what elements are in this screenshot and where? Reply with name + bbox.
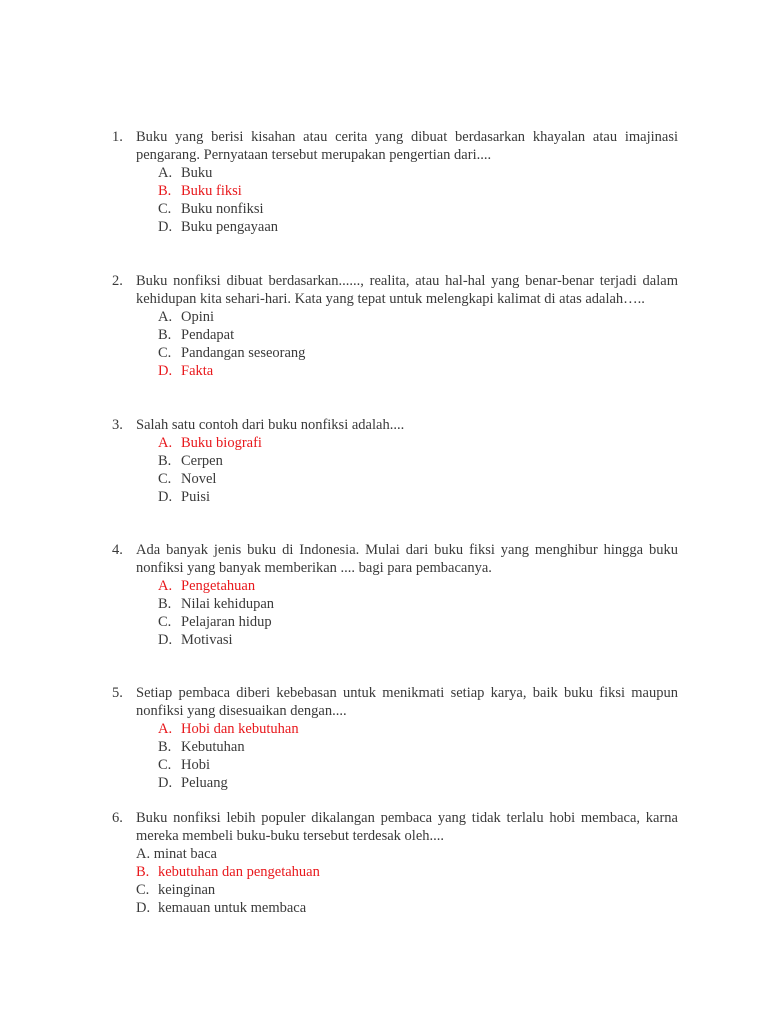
option-text: Cerpen bbox=[181, 453, 223, 469]
option-b bbox=[112, 738, 678, 756]
question-text: Salah satu contoh dari buku nonfiksi adalah.... bbox=[136, 417, 405, 433]
option-text: Peluang bbox=[181, 775, 228, 791]
option-letter: B. bbox=[158, 327, 172, 343]
question-5 bbox=[112, 684, 678, 792]
question-number: 4. bbox=[112, 542, 123, 558]
question-text: Buku nonfiksi dibuat berdasarkan......, realita, atau hal-hal yang benar-benar terjadi dalam kehidupan kita sehari-hari. Kata yang tepat untuk melengkapi kalimat di atas adalah….. bbox=[136, 273, 678, 307]
option-letter: C. bbox=[158, 471, 172, 487]
option-text: minat baca bbox=[153, 846, 217, 862]
option-list bbox=[112, 308, 678, 380]
option-text: Hobi dan kebutuhan bbox=[181, 721, 299, 737]
option-list bbox=[112, 845, 678, 917]
option-letter: A. bbox=[158, 165, 173, 181]
option-text: Buku biografi bbox=[181, 435, 262, 451]
option-d bbox=[112, 631, 678, 649]
option-a-correct bbox=[112, 720, 678, 738]
option-letter: C. bbox=[158, 345, 172, 361]
option-c bbox=[112, 756, 678, 774]
option-c bbox=[112, 200, 678, 218]
option-a bbox=[112, 164, 678, 182]
option-letter: D. bbox=[158, 219, 173, 235]
option-list bbox=[112, 434, 678, 506]
question-number: 2. bbox=[112, 273, 123, 289]
question-text: Buku nonfiksi lebih populer dikalangan pembaca yang tidak terlalu hobi membaca, karna mereka membeli buku-buku tersebut terdesak oleh.... bbox=[136, 810, 678, 844]
option-letter: D. bbox=[158, 775, 173, 791]
option-letter: B. bbox=[158, 183, 172, 199]
option-d bbox=[112, 488, 678, 506]
option-b bbox=[112, 595, 678, 613]
option-list bbox=[112, 577, 678, 649]
question-stem bbox=[112, 684, 678, 720]
option-c bbox=[112, 344, 678, 362]
option-text: Buku fiksi bbox=[181, 183, 242, 199]
option-a bbox=[112, 845, 678, 863]
option-letter: B. bbox=[158, 739, 172, 755]
question-number: 6. bbox=[112, 810, 123, 826]
option-text: kebutuhan dan pengetahuan bbox=[158, 864, 320, 880]
option-b bbox=[112, 326, 678, 344]
option-letter: D. bbox=[158, 363, 173, 379]
option-text: Fakta bbox=[181, 363, 214, 379]
option-letter: C. bbox=[158, 757, 172, 773]
question-number: 5. bbox=[112, 685, 123, 701]
question-stem bbox=[112, 272, 678, 308]
option-letter: A. bbox=[158, 309, 173, 325]
option-a-correct bbox=[112, 434, 678, 452]
question-stem bbox=[112, 541, 678, 577]
option-a bbox=[112, 308, 678, 326]
question-number: 1. bbox=[112, 129, 123, 145]
option-text: Motivasi bbox=[181, 632, 233, 648]
question-2 bbox=[112, 272, 678, 380]
question-text: Setiap pembaca diberi kebebasan untuk menikmati setiap karya, baik buku fiksi maupun nonfiksi yang disesuaikan dengan.... bbox=[136, 685, 678, 719]
question-3 bbox=[112, 416, 678, 506]
option-b bbox=[112, 452, 678, 470]
question-number: 3. bbox=[112, 417, 123, 433]
option-letter: C. bbox=[158, 201, 172, 217]
option-text: Pendapat bbox=[181, 327, 235, 343]
option-text: Puisi bbox=[181, 489, 211, 505]
option-c bbox=[112, 881, 678, 899]
option-text: Pengetahuan bbox=[181, 578, 256, 594]
option-letter: D. bbox=[158, 632, 173, 648]
option-text: Kebutuhan bbox=[181, 739, 245, 755]
option-text: Buku nonfiksi bbox=[181, 201, 264, 217]
option-a-correct bbox=[112, 577, 678, 595]
question-6 bbox=[112, 809, 678, 917]
option-text: Nilai kehidupan bbox=[181, 596, 275, 612]
option-d bbox=[112, 774, 678, 792]
option-letter: D. bbox=[158, 489, 173, 505]
option-c bbox=[112, 613, 678, 631]
option-letter: A. bbox=[136, 846, 151, 862]
option-letter: B. bbox=[158, 596, 172, 612]
option-letter: A. bbox=[158, 578, 173, 594]
option-list bbox=[112, 164, 678, 236]
option-letter: B. bbox=[158, 453, 172, 469]
option-text: Hobi bbox=[181, 757, 210, 773]
option-letter: A. bbox=[158, 435, 173, 451]
option-letter: C. bbox=[158, 614, 172, 630]
option-text: Novel bbox=[181, 471, 217, 487]
question-stem bbox=[112, 128, 678, 164]
question-stem bbox=[112, 416, 678, 434]
option-c bbox=[112, 470, 678, 488]
option-text: kemauan untuk membaca bbox=[158, 900, 307, 916]
option-d bbox=[112, 899, 678, 917]
option-letter: B. bbox=[136, 864, 150, 880]
question-stem bbox=[112, 809, 678, 845]
option-text: keinginan bbox=[158, 882, 216, 898]
option-text: Pelajaran hidup bbox=[181, 614, 272, 630]
option-d-correct bbox=[112, 362, 678, 380]
option-text: Pandangan seseorang bbox=[181, 345, 306, 361]
option-d bbox=[112, 218, 678, 236]
option-b-correct bbox=[112, 863, 678, 881]
question-1 bbox=[112, 128, 678, 236]
question-text: Ada banyak jenis buku di Indonesia. Mulai dari buku fiksi yang menghibur hingga buku nonfiksi yang banyak memberikan .... bagi para pembacanya. bbox=[136, 542, 678, 576]
question-text: Buku yang berisi kisahan atau cerita yang dibuat berdasarkan khayalan atau imajinasi pengarang. Pernyataan tersebut merupakan pengertian dari.... bbox=[136, 129, 678, 163]
option-letter: D. bbox=[136, 900, 151, 916]
option-text: Opini bbox=[181, 309, 215, 325]
option-letter: C. bbox=[136, 882, 150, 898]
option-b-correct bbox=[112, 182, 678, 200]
question-4 bbox=[112, 541, 678, 649]
option-text: Buku pengayaan bbox=[181, 219, 279, 235]
option-text: Buku bbox=[181, 165, 213, 181]
option-letter: A. bbox=[158, 721, 173, 737]
option-list bbox=[112, 720, 678, 792]
